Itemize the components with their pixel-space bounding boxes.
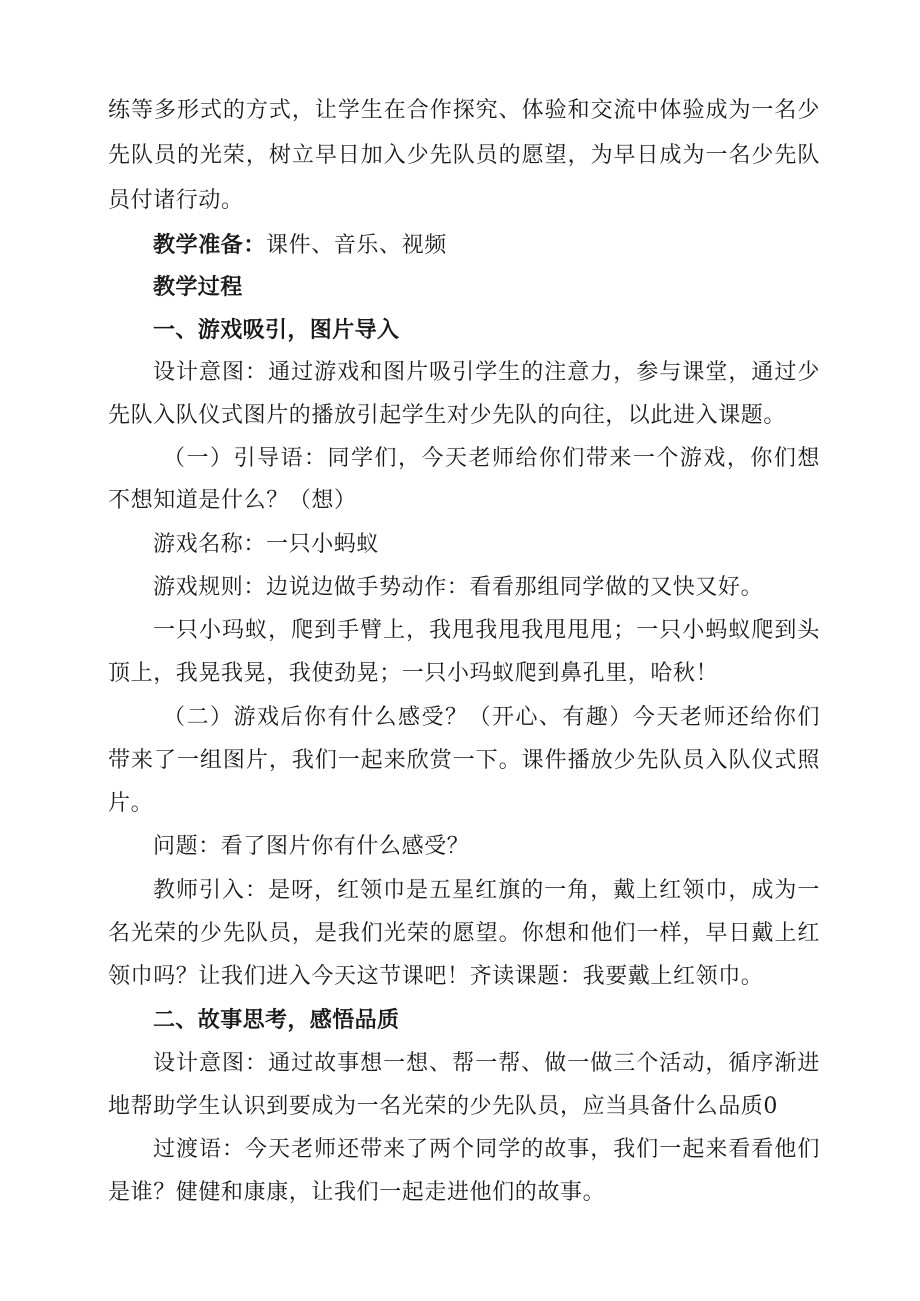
section-2-design-line-2: 地帮助学生认识到要成为一名光荣的少先队员，应当具备什么品质0 xyxy=(108,1094,778,1119)
question: 问题：看了图片你有什么感受？ xyxy=(153,834,470,859)
section-1-heading: 一、游戏吸引，图片导入 xyxy=(153,318,400,343)
section-1-design-line-2: 先队入队仪式图片的播放引起学生对少先队的向往，以此进入课题。 xyxy=(108,403,787,428)
teacher-intro-line-1: 教师引入：是呀，红领巾是五星红旗的一角，戴上红领巾，成为一 xyxy=(153,878,820,903)
section-1-design-line-1: 设计意图：通过游戏和图片吸引学生的注意力，参与课堂，通过少 xyxy=(153,360,820,385)
part-2-line-2: 带来了一组图片，我们一起来欣赏一下。课件播放少先队员入队仪式照 xyxy=(108,748,820,773)
teaching-prep-label: 教学准备： xyxy=(153,233,267,258)
section-2-design-line-1: 设计意图：通过故事想一想、帮一帮、做一做三个活动，循序渐进 xyxy=(153,1051,820,1076)
game-rule: 游戏规则：边说边做手势动作：看看那组同学做的又快又好。 xyxy=(153,575,764,600)
intro-line-1: 练等多形式的方式，让学生在合作探究、体验和交流中体验成为一名少 xyxy=(108,98,820,123)
teacher-intro-line-2: 名光荣的少先队员，是我们光荣的愿望。你想和他们一样，早日戴上红 xyxy=(108,921,820,946)
transition-line-1: 过渡语：今天老师还带来了两个同学的故事，我们一起来看看他们 xyxy=(153,1137,820,1162)
teaching-prep xyxy=(153,231,447,261)
section-1-guide-line-2: 不想知道是什么？（想） xyxy=(108,488,357,513)
part-2-line-3: 片。 xyxy=(108,791,154,816)
chant-line-1: 一只小玛蚁，爬到手臂上，我甩我甩我甩甩甩；一只小蚂蚁爬到头 xyxy=(153,618,820,643)
teaching-process-heading: 教学过程 xyxy=(153,275,243,300)
intro-line-2: 先队员的光荣，树立早日加入少先队员的愿望，为早日成为一名少先队 xyxy=(108,143,820,168)
game-name: 游戏名称：一只小蚂蚁 xyxy=(153,532,380,557)
intro-line-3: 员付诸行动。 xyxy=(108,188,244,213)
section-1-guide-line-1: （一）引导语：同学们，今天老师给你们带来一个游戏，你们想 xyxy=(163,446,820,471)
part-2-line-1: （二）游戏后你有什么感受？（开心、有趣）今天老师还给你们 xyxy=(163,705,820,730)
teacher-intro-line-3: 领巾吗？让我们进入今天这节课吧！齐读课题：我要戴上红领巾。 xyxy=(108,964,764,989)
section-2-heading: 二、故事思考，感悟品质 xyxy=(153,1008,400,1033)
transition-line-2: 是谁？健健和康康，让我们一起走进他们的故事。 xyxy=(108,1180,606,1205)
chant-line-2: 顶上，我晃我晃，我使劲晃；一只小玛蚁爬到鼻孔里，哈秋！ xyxy=(108,661,719,686)
teaching-prep-value: 课件、音乐、视频 xyxy=(266,233,447,258)
